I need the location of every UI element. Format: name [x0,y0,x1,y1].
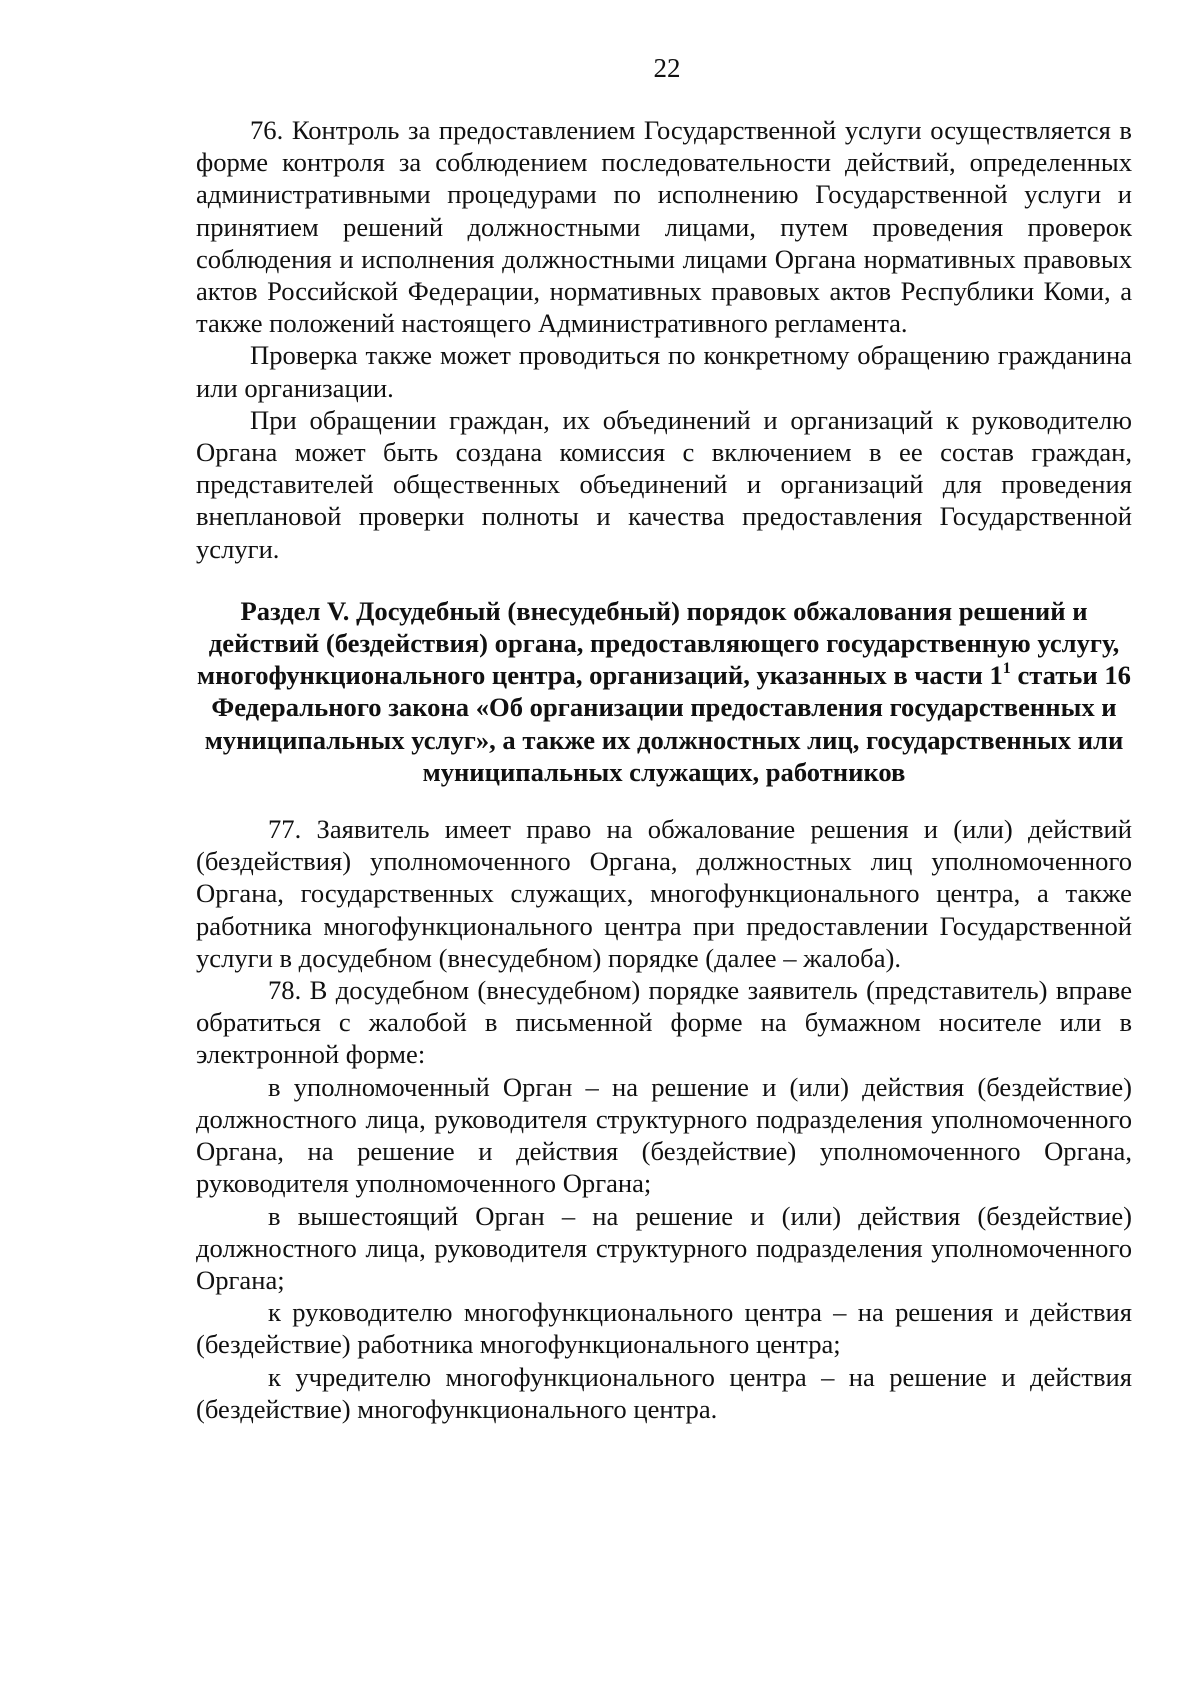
paragraph-76: 76. Контроль за предоставлением Государственной услуги осуществляется в форме контроля за соблюдением последовательности действий, определенных административными процедурами по исполнению Государственной услуги и принятием решений должностными лицами, путем проведения проверок соблюдения и исполнения должностными лицами Органа нормативных правовых актов Российской Федерации, нормативных правовых актов Республики Коми, а также положений настоящего Административного регламента. [196,115,1132,339]
list-item-authorized-body: в уполномоченный Орган – на решение и (или) действия (бездействие) должностного лица, руководителя структурного подразделения уполномоченного Органа, на решение и действия (бездействие) уполномоченного Органа, руководителя уполномоченного Органа; [196,1071,1132,1199]
paragraph-commission: При обращении граждан, их объединений и организаций к руководителю Органа может быть создана комиссия с включением в ее состав граждан, представителей общественных объединений и организаций для проведения внеплановой проверки полноты и качества предоставления Государственной услуги. [196,404,1132,564]
section-title-superscript: 1 [1002,660,1011,678]
section-title-part2: статьи 16 Федерального закона «Об организации предоставления государственных и муниципальных услуг», а также их должностных лиц, государственных или муниципальных служащих, работников [204,660,1131,787]
list-item-higher-body: в вышестоящий Орган – на решение и (или) действия (бездействие) должностного лица, руководителя структурного подразделения уполномоченного Органа; [196,1200,1132,1295]
paragraph-78: 78. В досудебном (внесудебном) порядке заявитель (представитель) вправе обратиться с жалобой в письменной форме на бумажном носителе или в электронной форме: [196,975,1132,1070]
paragraph-77: 77. Заявитель имеет право на обжалование решения и (или) действий (бездействия) уполномоченного Органа, должностных лиц уполномоченного Органа, государственных служащих, многофункционального центра, а также работника многофункционального центра при предоставлении Государственной услуги в досудебном (внесудебном) порядке (далее – жалоба). [196,814,1132,973]
list-item-mfc-founder: к учредителю многофункционального центра – на решение и действия (бездействие) многофункционального центра. [196,1361,1132,1424]
list-item-mfc-head: к руководителю многофункционального центра – на решения и действия (бездействие) работника многофункционального центра; [196,1297,1132,1360]
paragraph-inspection: Проверка также может проводиться по конкретному обращению гражданина или организации. [196,340,1132,403]
section-title [196,595,1132,788]
section-title-part1: Раздел V. Досудебный (внесудебный) порядок обжалования решений и действий (бездействия) органа, предоставляющего государственную услугу, многофункционального центра, организаций, указанных в части 1 [197,595,1120,691]
document-body [196,114,1132,1425]
page-number: 22 [653,53,681,83]
